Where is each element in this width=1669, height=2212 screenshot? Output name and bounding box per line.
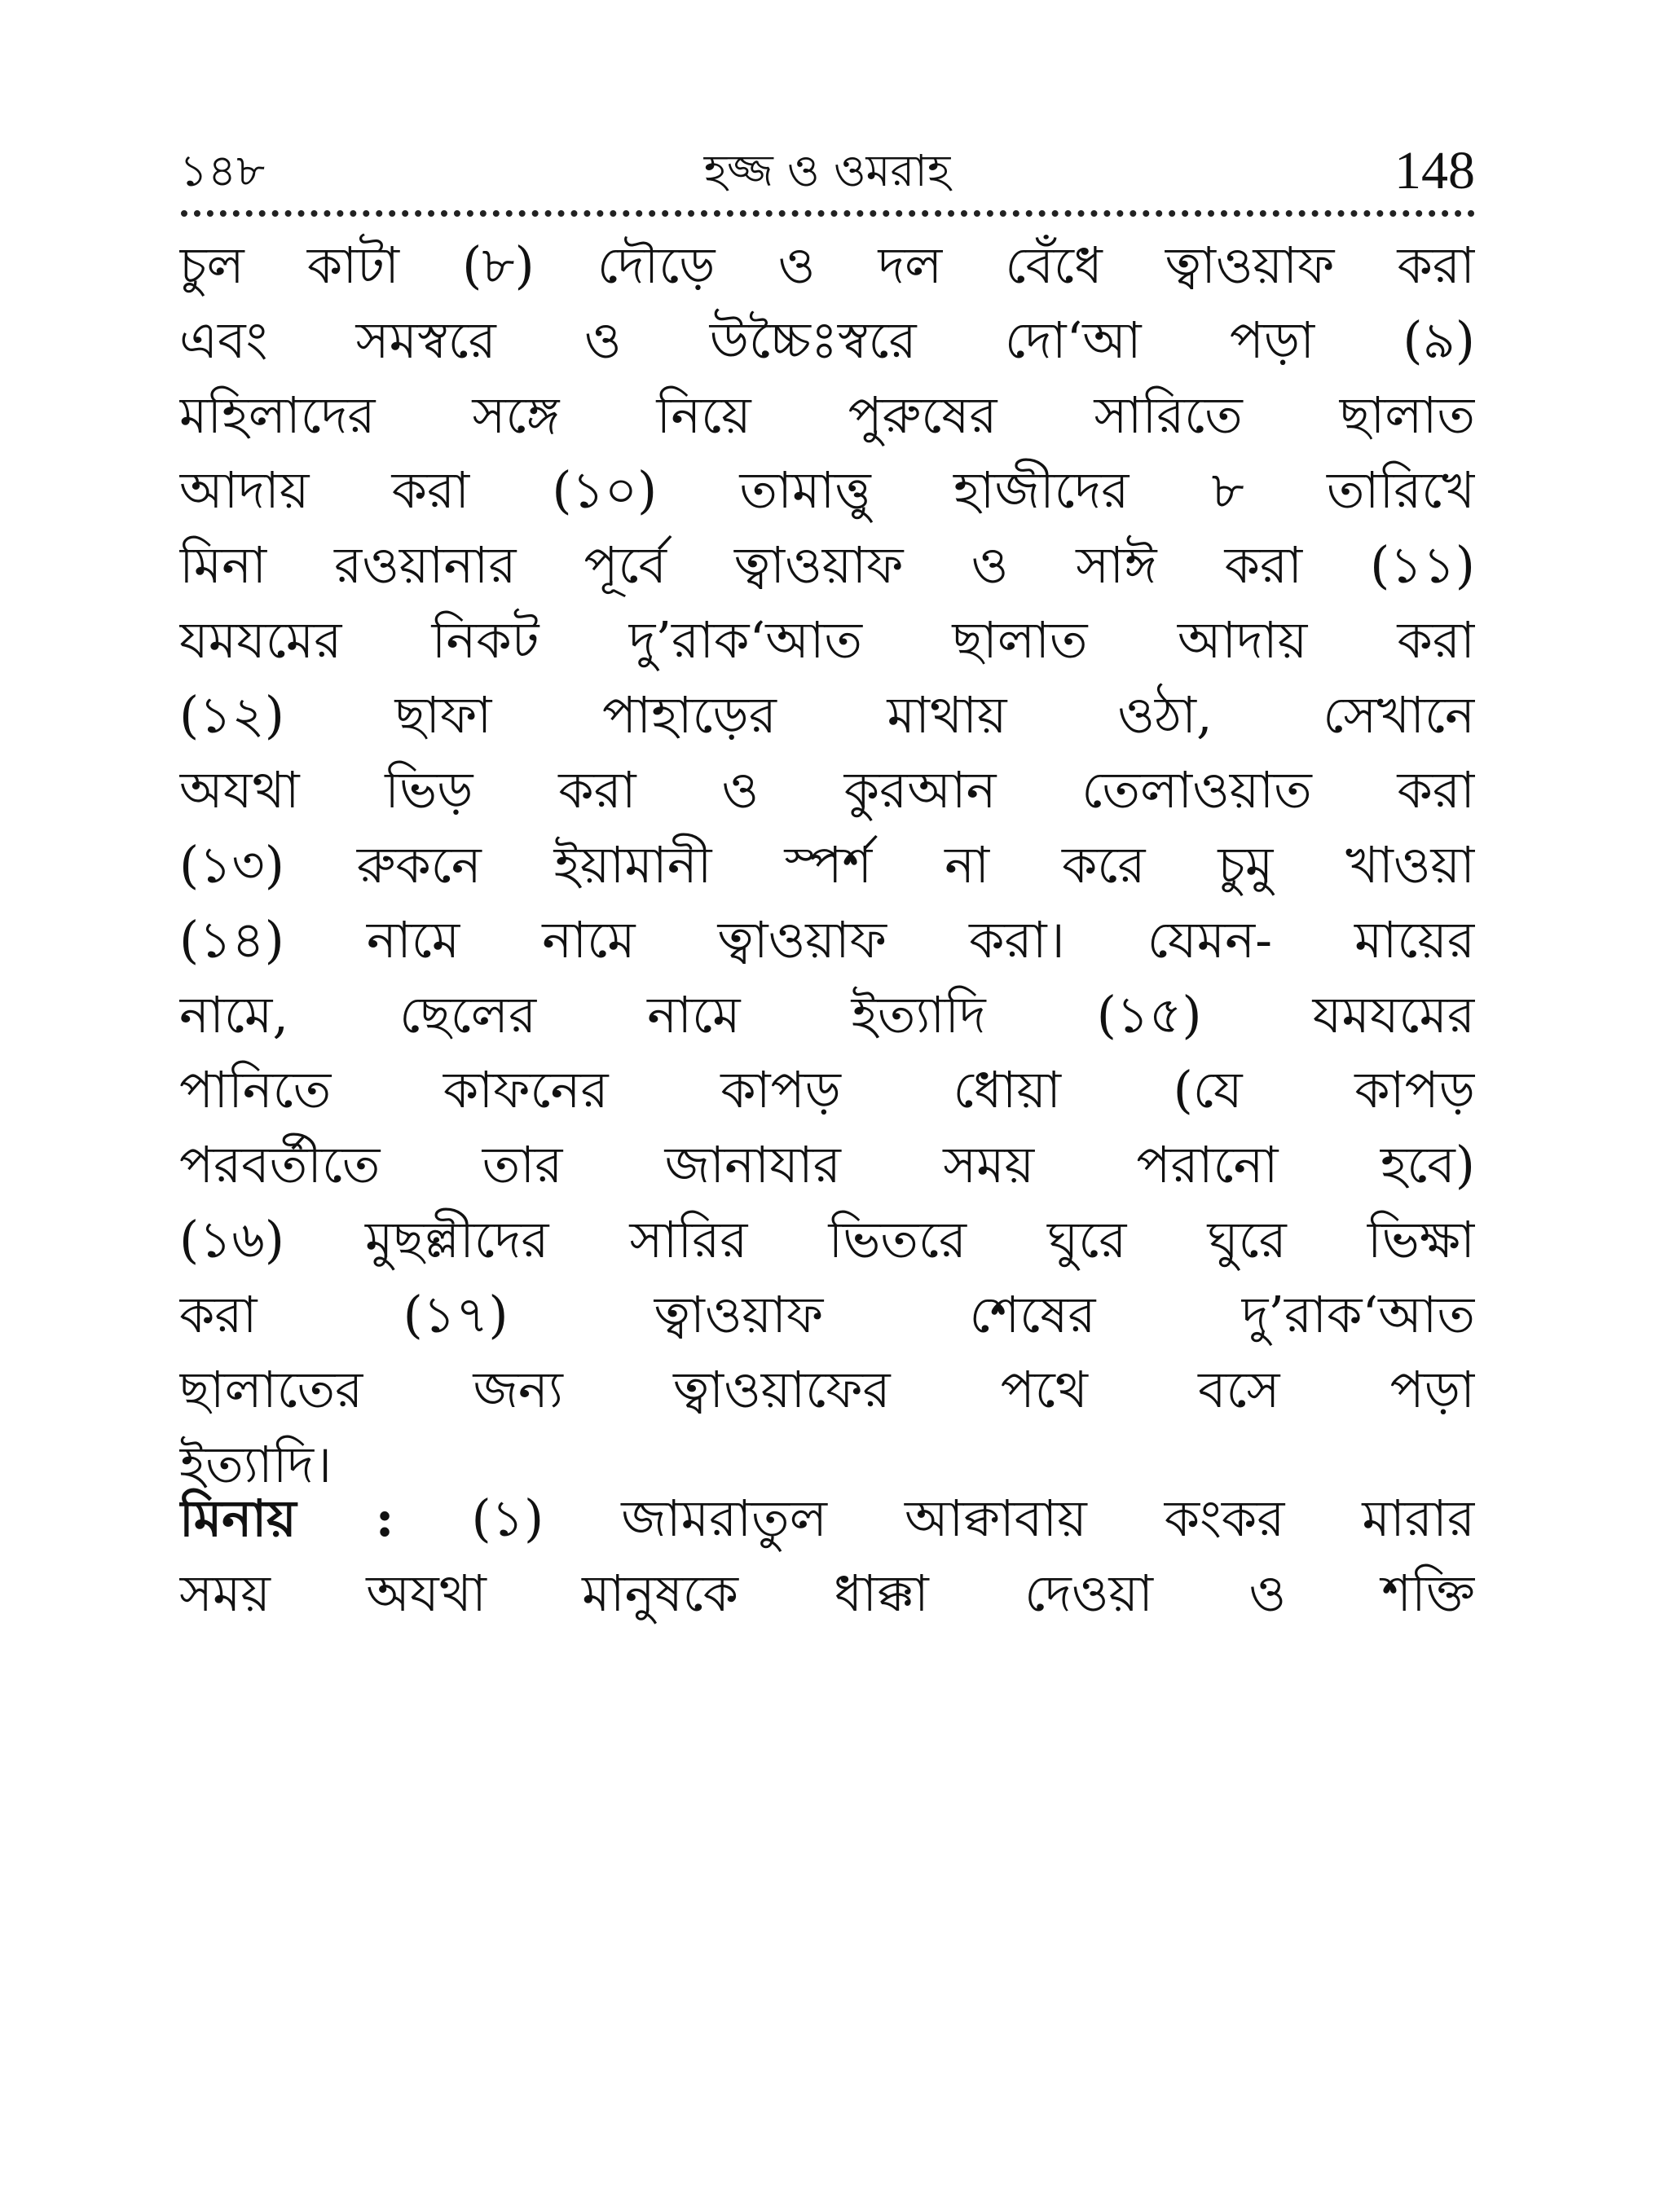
text-line: এবং সমস্বরে ও উচ্চৈঃস্বরে দো‘আ পড়া (৯) bbox=[179, 310, 1475, 370]
section-second-line: সময় অযথা মানুষকে ধাক্কা দেওয়া ও শক্তি bbox=[179, 1563, 1475, 1623]
page-header bbox=[179, 137, 1475, 205]
text-line: পানিতে কাফনের কাপড় ধোয়া (যে কাপড় bbox=[179, 1060, 1475, 1119]
section-heading: মিনায় : bbox=[179, 1489, 394, 1548]
page-number: 148 bbox=[1394, 141, 1475, 200]
running-title: হজ্জ ও ওমরাহ bbox=[703, 145, 951, 196]
page-number-bengali: ১৪৮ bbox=[179, 145, 266, 196]
text-line: যমযমের নিকট দু’রাক‘আত ছালাত আদায় করা bbox=[179, 610, 1475, 670]
text-line: নামে, ছেলের নামে ইত্যাদি (১৫) যমযমের bbox=[179, 985, 1475, 1044]
text-line: আদায় করা (১০) তামাত্তু হাজীদের ৮ তারিখে bbox=[179, 460, 1475, 520]
mina-section bbox=[179, 1481, 1475, 1631]
text-line: মহিলাদের সঙ্গে নিয়ে পুরুষের সারিতে ছালাত bbox=[179, 385, 1475, 445]
text-line: পরবর্তীতে তার জানাযার সময় পরানো হবে) bbox=[179, 1135, 1475, 1194]
text-line: (১২) ছাফা পাহাড়ের মাথায় ওঠা, সেখানে bbox=[179, 685, 1475, 745]
body-text bbox=[179, 228, 1475, 1502]
text-line: ইত্যাদি। bbox=[179, 1435, 332, 1494]
text-line: করা (১৭) ত্বাওয়াফ শেষের দু’রাক‘আত bbox=[179, 1285, 1475, 1344]
text-line: চুল কাটা (৮) দৌড়ে ও দল বেঁধে ত্বাওয়াফ করা bbox=[179, 235, 1475, 295]
text-line: (১৩) রুকনে ইয়ামানী স্পর্শ না করে চুমু খাওয়া bbox=[179, 835, 1475, 895]
header-dotted-rule bbox=[181, 210, 1475, 217]
text-line: অযথা ভিড় করা ও কুরআন তেলাওয়াত করা bbox=[179, 760, 1475, 820]
section-first-line bbox=[179, 1481, 1475, 1556]
text-line: (১৪) নামে নামে ত্বাওয়াফ করা। যেমন- মায়ের bbox=[179, 910, 1475, 970]
text-line: মিনা রওয়ানার পূর্বে ত্বাওয়াফ ও সাঈ করা (১১) bbox=[179, 535, 1475, 595]
text-line: (১৬) মুছল্লীদের সারির ভিতরে ঘুরে ঘুরে ভিক্ষা bbox=[179, 1210, 1475, 1269]
text-line: ছালাতের জন্য ত্বাওয়াফের পথে বসে পড়া bbox=[179, 1360, 1475, 1419]
section-first-line-text: (১) জামরাতুল আক্বাবায় কংকর মারার bbox=[394, 1489, 1475, 1548]
